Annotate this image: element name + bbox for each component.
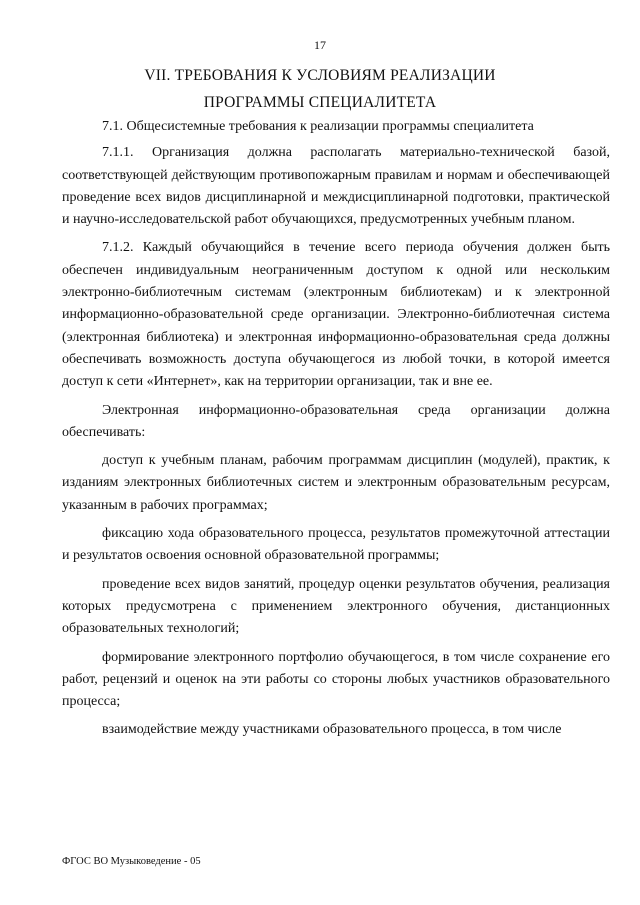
section-title-line-2: ПРОГРАММЫ СПЕЦИАЛИТЕТА xyxy=(203,94,437,111)
paragraph-7-1-2: 7.1.2. Каждый обучающийся в течение всего периода обучения должен быть обеспечен индивидуальным неограниченным доступом к одной или нескольким электронно-библиотечным системам (электронным библиотекам) и к электронной информационно-образовательной среде организации. Электронно-библиотечная система (электронная библиотека) и электронная информационно-образовательная среда должны обеспечивать возможность доступа обучающегося из любой точки, в которой имеется доступ к сети «Интернет», как на территории организации, так и вне ее. xyxy=(62,240,610,390)
paragraph-7-1-1: 7.1.1. Организация должна располагать материально-технической базой, соответствующей действующим противопожарным правилам и нормам и обеспечивающей проведение всех видов дисциплинарной и междисциплинарной подготовки, практической и научно-исследовательской работ обучающихся, предусмотренных учебным планом. xyxy=(62,145,610,228)
list-item-recording: фиксацию хода образовательного процесса, результатов промежуточной аттестации и результатов освоения основной образовательной программы; xyxy=(62,526,610,564)
document-body xyxy=(62,116,610,748)
paragraph-7-1: 7.1. Общесистемные требования к реализации программы специалитета xyxy=(102,119,534,134)
list-item-interaction: взаимодействие между участниками образовательного процесса, в том числе xyxy=(102,722,562,738)
list-item-classes: проведение всех видов занятий, процедур оценки результатов обучения, реализация которых предусмотрена с применением электронного обучения, дистанционных образовательных технологий; xyxy=(62,576,610,637)
paragraph-environment-intro: Электронная информационно-образовательная среда организации должна обеспечивать: xyxy=(62,402,610,440)
list-item-access: доступ к учебным планам, рабочим программам дисциплин (модулей), практик, к изданиям электронных библиотечных систем и электронным образовательным ресурсам, указанным в рабочих программах; xyxy=(62,453,610,513)
page-number: 17 xyxy=(314,38,326,52)
page-footer: ФГОС ВО Музыковедение - 05 xyxy=(62,856,201,867)
section-title-line-1: VII. ТРЕБОВАНИЯ К УСЛОВИЯМ РЕАЛИЗАЦИИ xyxy=(144,67,496,84)
list-item-portfolio: формирование электронного портфолио обучающегося, в том числе сохранение его работ, рецензий и оценок на эти работы со стороны любых участников образовательного процесса; xyxy=(62,649,610,710)
section-title xyxy=(60,62,580,116)
